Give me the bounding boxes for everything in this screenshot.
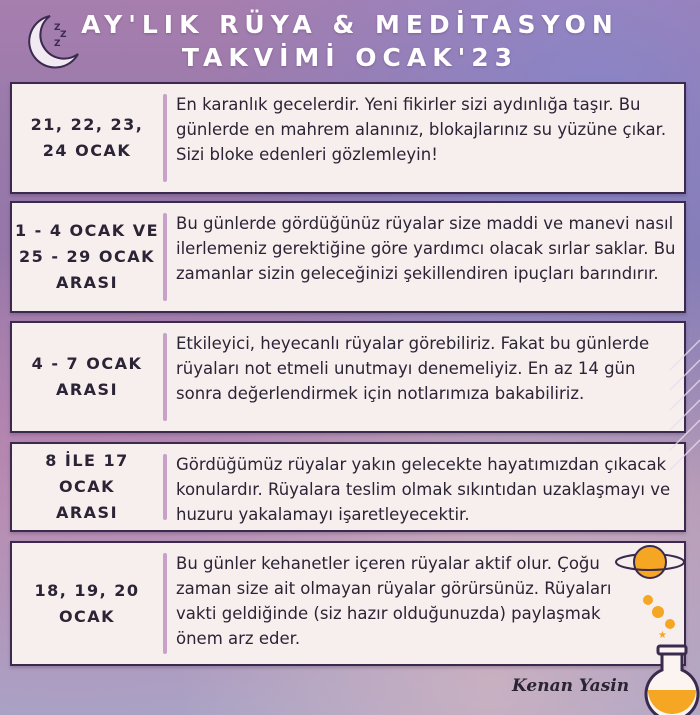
signature: Kenan Yasin — [512, 676, 630, 696]
card-text: Gördüğümüz rüyalar yakın gelecekte hayatımızdan çıkacak konulardır. Rüyalara teslim olmak sıkıntıdan uzaklaşmayı ve huzuru yakalamayı işaretleyecektir. — [176, 455, 671, 524]
card-date: 21, 22, 23, 24 OCAK — [30, 115, 144, 160]
card-date: 8 İLE 17 OCAK ARASI — [45, 451, 129, 522]
card-divider — [163, 94, 167, 182]
svg-text:Z: Z — [60, 30, 67, 40]
calendar-card-1 — [10, 82, 686, 194]
card-divider — [163, 213, 167, 301]
card-divider — [163, 553, 167, 654]
card-text: En karanlık gecelerdir. Yeni fikirler sizi aydınlığa taşır. Bu günlerde en mahrem alanınız, blokajlarınız su yüzüne çıkar. Sizi bloke edenleri gözlemleyin! — [176, 95, 667, 164]
page-title — [0, 8, 700, 74]
card-text: Etkileyici, heyecanlı rüyalar görebiliriz. Fakat bu günlerde rüyaları not etmeli unutmayı denemeliyiz. En az 14 gün sonra değerlendirmek için notlarımıza bakabiliriz. — [176, 334, 650, 403]
card-text: Bu günler kehanetler içeren rüyalar aktif olur. Çoğu zaman size ait olmayan rüyalar görürsünüz. Rüyaları vakti geldiğinde (siz hazır olduğunuzda) paylaşmak önem arz eder. — [176, 554, 612, 648]
svg-text:★: ★ — [658, 630, 667, 641]
calendar-card-4 — [10, 442, 686, 532]
potion-flask-icon — [628, 582, 700, 715]
card-date: 1 - 4 OCAK VE 25 - 29 OCAK ARASI — [14, 221, 160, 292]
calendar-card-3 — [10, 321, 686, 433]
calendar-card-2 — [10, 201, 686, 313]
decorative-lines — [660, 330, 700, 480]
card-date: 4 - 7 OCAK ARASI — [31, 354, 143, 399]
svg-text:Z: Z — [54, 39, 61, 49]
card-text: Bu günlerde gördüğünüz rüyalar size maddi ve manevi nasıl ilerlemeniz gerektiğine göre yardımcı olacak sırlar saklar. Bu zamanlar sizin geleceğinizi şekillendiren ipuçları barındırır. — [176, 214, 676, 283]
svg-text:Z: Z — [54, 23, 61, 33]
card-divider — [163, 333, 167, 421]
card-divider — [163, 454, 167, 520]
card-date: 18, 19, 20 OCAK — [34, 580, 140, 626]
calendar-card-5 — [10, 541, 686, 666]
title-line-1: AY'LIK RÜYA & MEDİTASYON — [81, 10, 619, 39]
title-line-2: TAKVİMİ OCAK'23 — [181, 43, 519, 72]
